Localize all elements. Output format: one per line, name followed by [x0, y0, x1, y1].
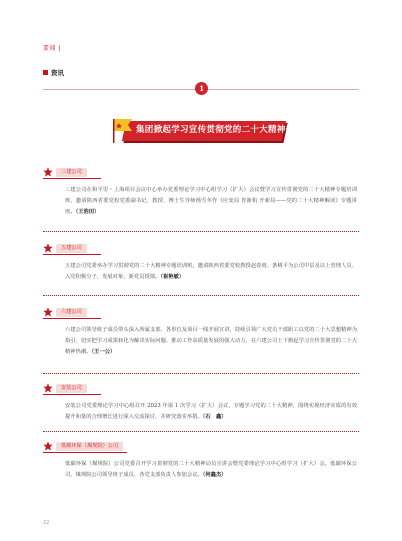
news-paragraph: [65, 401, 357, 423]
header-tag: 要闻 |: [43, 45, 61, 52]
company-header: [43, 441, 359, 451]
news-item: [43, 441, 359, 481]
section-title: 资讯: [51, 69, 64, 77]
section-label: [43, 68, 64, 77]
news-text: 三建公司在和平里・上海项目会议中心举办党委理论学习中心组学习（扩大）会议暨学习宣传贯彻党的二十大精神专题培训班，邀请陕西省委党校党委副书记、教授、博士生导师杨雪冬作《应变局 育新机 开新局——党的二十大精神解读》专题讲座。: [65, 187, 357, 215]
news-item: [43, 167, 359, 218]
company-name: 低碳环保（煤规院）公司: [56, 442, 123, 451]
author-signature: （王浩田）: [75, 209, 100, 215]
company-name: 六建公司: [56, 308, 87, 317]
star-icon: [43, 167, 53, 177]
news-paragraph: [65, 185, 357, 218]
star-icon: [43, 243, 53, 253]
company-header: [43, 383, 359, 393]
news-item: [43, 243, 359, 283]
star-icon: [43, 383, 53, 393]
star-icon: [43, 307, 53, 317]
company-header: [43, 167, 359, 177]
company-header: [43, 243, 359, 253]
author-signature: （石 鑫）: [202, 414, 227, 420]
company-underline: [43, 452, 127, 453]
author-signature: （王一公）: [91, 349, 116, 355]
flag-icon: [110, 116, 134, 144]
company-name: 五建公司: [56, 244, 87, 253]
page-number: 22: [43, 520, 50, 526]
dotted-divider: [43, 295, 359, 296]
star-icon: [43, 441, 53, 451]
news-item: [43, 307, 359, 358]
section-square-icon: [43, 70, 48, 75]
news-text: 安装公司党委理论学习中心组召开 2023 年第 1 次学习（扩大）会议，专题学习党的二十大精神，围绕实现经济实质的有效提升和量的合理增长进行深入交流探讨，并研究落实举措。: [65, 403, 357, 420]
company-header: [43, 307, 359, 317]
dotted-divider: [43, 373, 359, 374]
company-underline: [43, 254, 101, 255]
headline-banner: [108, 116, 304, 146]
news-item: [43, 383, 359, 423]
company-underline: [43, 178, 101, 179]
dotted-divider: [43, 431, 359, 432]
number-badge: 1: [195, 82, 208, 95]
news-paragraph: [65, 261, 357, 283]
company-name: 三建公司: [56, 168, 87, 177]
news-text: 低碳环保（煤规院）公司党委召开学习贯彻党的二十大精神动员宣讲会暨党委理论学习中心组学习（扩大）会。低碳环保公司、煤规院公司领导班子成员、各党支部负责人参加会议。: [65, 461, 357, 478]
company-name: 安装公司: [56, 384, 87, 393]
headline-text: 集团掀起学习宣传贯彻党的二十大精神热潮: [136, 125, 304, 135]
dotted-divider: [43, 231, 359, 232]
author-signature: （崔艳敏）: [160, 274, 185, 280]
author-signature: （何鑫杰）: [202, 472, 227, 478]
company-underline: [43, 394, 101, 395]
news-paragraph: [65, 459, 357, 481]
news-paragraph: [65, 325, 357, 358]
news-text: 五建公司党委举办学习贯彻党的二十大精神专题培训班，邀请陕西省委党校教授赵春雨、条桃平为公司中层及以上管理人员、入党积极分子、发展对象、新党员授课。: [65, 263, 357, 280]
news-text: 六建公司领导班子成员带头深入所属支部、各单位及项目一线开展宣讲，持续引领广大党员干部职工以党的二十大思想精神为指引，切实把学习成果转化为解决实际问题、推动工作高质量发展的强大动力，在六建公司上下掀起学习宣传贯彻党的二十大精神热潮。: [65, 327, 357, 355]
company-underline: [43, 318, 101, 319]
